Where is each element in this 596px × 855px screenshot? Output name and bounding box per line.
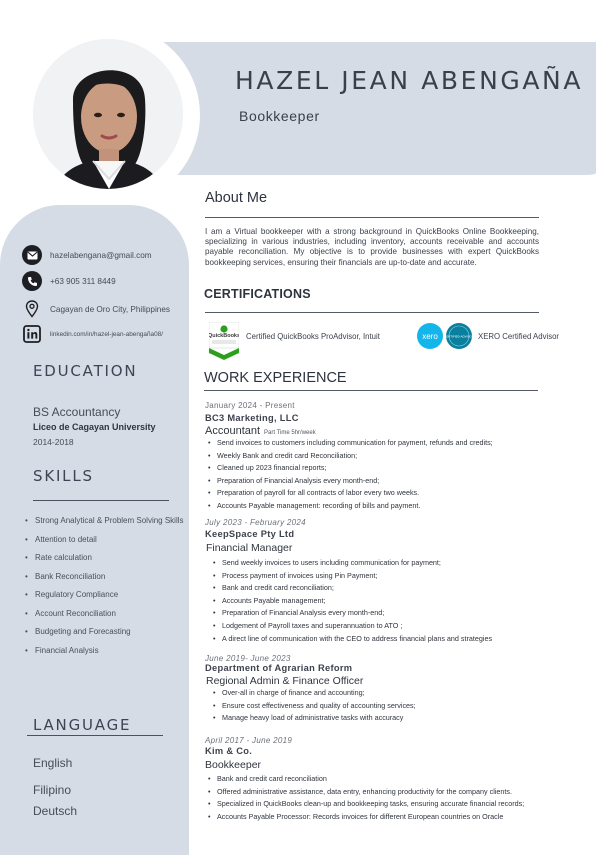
job-company: Department of Agrarian Reform	[205, 663, 353, 673]
work-divider	[204, 390, 538, 391]
skills-divider	[33, 500, 169, 501]
skill-item: • Financial Analysis	[25, 642, 189, 661]
linkedin-icon	[22, 324, 42, 344]
job-bullet: • Lodgement of Payroll taxes and superannuation to ATO ;	[212, 620, 542, 633]
skills-heading: SKILLS	[33, 467, 94, 485]
job-bullet: • Accounts Payable management: recording of bills and payment.	[207, 500, 547, 513]
job-bullet: • Bank and credit card reconciliation	[207, 773, 547, 786]
skill-item: • Strong Analytical & Problem Solving Skills	[25, 512, 189, 531]
candidate-name: HAZEL JEAN ABENGAÑA	[235, 66, 584, 95]
job-bullet: • Weekly Bank and credit card Reconciliation;	[207, 450, 547, 463]
contact-phone[interactable]	[22, 271, 116, 291]
cert-quickbooks-label: Certified QuickBooks ProAdvisor, Intuit	[246, 332, 380, 341]
job-date: April 2017 - June 2019	[205, 736, 293, 745]
language-item: Deutsch	[33, 804, 78, 818]
job-company: BC3 Marketing, LLC	[205, 413, 299, 423]
job-bullet: • Preparation of payroll for all contracts of labor every two weeks.	[207, 487, 547, 500]
candidate-role: Bookkeeper	[239, 108, 320, 124]
about-divider	[205, 217, 539, 218]
contact-linkedin[interactable]	[22, 324, 163, 344]
about-heading: About Me	[205, 190, 268, 206]
skill-item: • Budgeting and Forecasting	[25, 623, 189, 642]
job-bullet: • Preparation of Financial Analysis every month-end;	[207, 475, 547, 488]
contact-location	[22, 299, 170, 319]
job-bullet: • Ensure cost effectiveness and quality of accounting services;	[212, 700, 542, 713]
education-school: Liceo de Cagayan University	[33, 422, 156, 432]
education-years: 2014-2018	[33, 437, 74, 447]
xero-badge-icon	[417, 323, 473, 349]
profile-photo	[33, 39, 183, 189]
work-heading: WORK EXPERIENCE	[204, 370, 347, 386]
contact-linkedin-text: linkedin.com/in/hazel-jean-abengaña08/	[50, 330, 163, 338]
job-bullet: • Specialized in QuickBooks clean-up and bookkeeping tasks, ensuring accurate financial records;	[207, 798, 547, 811]
skill-item: • Rate calculation	[25, 549, 189, 568]
job-title-text: Accountant	[205, 425, 261, 437]
contact-phone-text: +63 905 311 8449	[50, 276, 116, 286]
job-bullet: • Offered administrative assistance, data entry, enhancing productivity for the company clients.	[207, 786, 547, 799]
job-bullet: • Over-all in charge of finance and accounting;	[212, 687, 542, 700]
job-bullet: • Accounts Payable management;	[212, 595, 542, 608]
job-title: Bookkeeper	[205, 759, 262, 771]
contact-email-text: hazelabengana@gmail.com	[50, 250, 152, 260]
skill-item: • Attention to detail	[25, 531, 189, 550]
job-company: Kim & Co.	[205, 746, 253, 756]
job-bullet: • Cleaned up 2023 financial reports;	[207, 462, 547, 475]
job-title: Regional Admin & Finance Officer	[206, 675, 364, 687]
job-title: Financial Manager	[206, 542, 293, 554]
contact-location-text: Cagayan de Oro City, Philippines	[50, 304, 170, 314]
job-title	[205, 425, 316, 437]
certifications-heading: CERTIFICATIONS	[204, 287, 311, 301]
job-bullet: • Send invoices to customers including communication for payment, refunds and credits;	[207, 437, 547, 450]
job-company: KeepSpace Pty Ltd	[205, 529, 295, 539]
quickbooks-badge-text: QuickBooks	[209, 333, 239, 339]
job-bullets	[207, 773, 547, 823]
job-date: January 2024 - Present	[205, 401, 295, 410]
job-bullets	[207, 437, 547, 513]
education-heading: EDUCATION	[33, 362, 138, 380]
location-pin-icon	[22, 299, 42, 319]
contact-email[interactable]	[22, 245, 152, 265]
job-date: June 2019- June 2023	[205, 654, 291, 663]
skills-list	[25, 512, 189, 660]
quickbooks-badge-icon	[209, 322, 239, 362]
skill-item: • Regulatory Compliance	[25, 586, 189, 605]
job-bullet: • Process payment of invoices using Pin Payment;	[212, 570, 542, 583]
email-icon	[22, 245, 42, 265]
job-note: Part Time 5hr/week	[264, 430, 316, 436]
job-bullet: • A direct line of communication with the CEO to address financial plans and strategies	[212, 633, 542, 646]
job-bullet: • Preparation of Financial Analysis every month-end;	[212, 607, 542, 620]
job-bullet: • Manage heavy load of administrative tasks with accuracy	[212, 712, 542, 725]
language-item: Filipino	[33, 783, 72, 797]
job-bullet: • Accounts Payable Processor: Records invoices for different European countries on Oracle	[207, 811, 547, 824]
certifications-divider	[205, 312, 539, 313]
phone-icon	[22, 271, 42, 291]
skill-item: • Account Reconciliation	[25, 605, 189, 624]
job-bullets	[212, 687, 542, 725]
cert-xero-label: XERO Certified Advisor	[478, 332, 560, 341]
job-bullet: • Send weekly invoices to users including communication for payment;	[212, 557, 542, 570]
job-bullets	[212, 557, 542, 645]
language-divider	[27, 735, 163, 736]
language-item: English	[33, 756, 73, 770]
xero-advisor-badge-text: CERTIFIED ADVISOR	[444, 334, 473, 339]
job-bullet: • Bank and credit card reconciliation;	[212, 582, 542, 595]
skill-item: • Bank Reconciliation	[25, 568, 189, 587]
xero-badge-text: xero	[422, 332, 438, 341]
education-degree: BS Accountancy	[33, 405, 121, 419]
job-date: July 2023 - February 2024	[205, 518, 306, 527]
language-heading: LANGUAGE	[33, 716, 132, 734]
about-text: I am a Virtual bookkeeper with a strong background in QuickBooks Online Bookkeeping, specializing in various industries, including inventory, accounts receivable and accounts payable reconciliation. My objective is to provide businesses with expert QuickBooks bookkeeping services, ensuring their financials are up-to-date and accurate.	[205, 227, 539, 267]
